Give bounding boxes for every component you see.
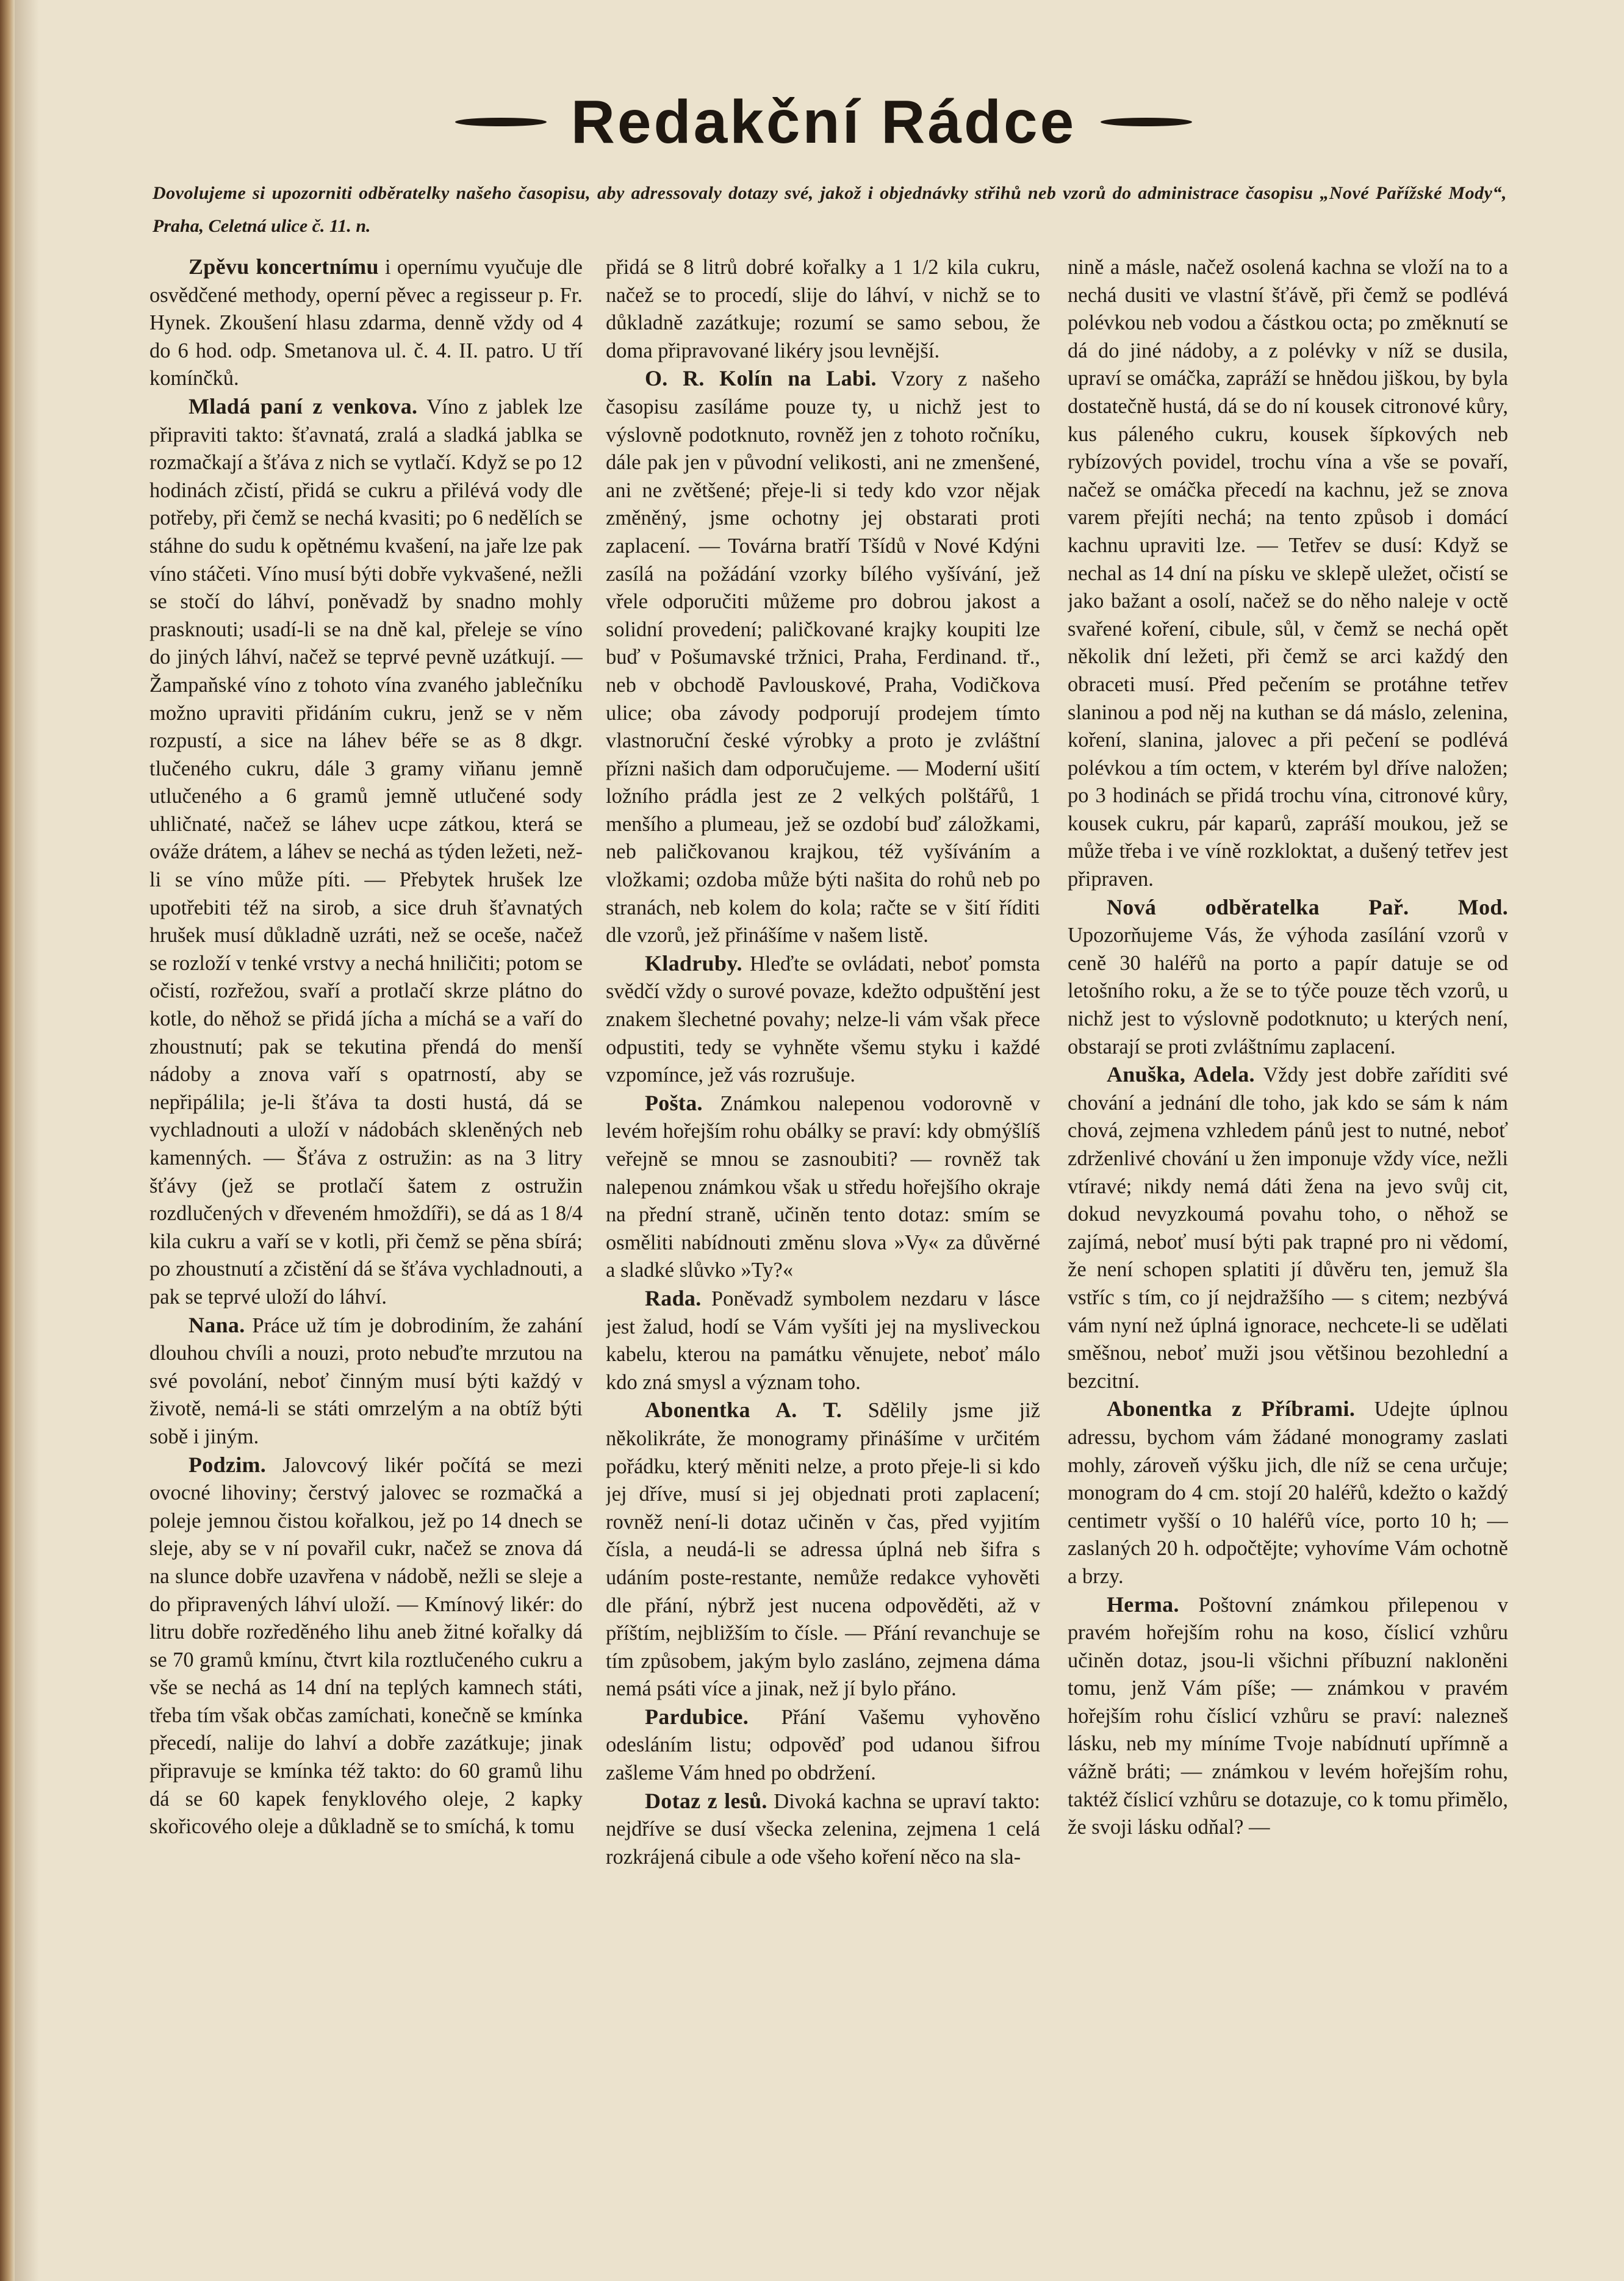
column-entry xyxy=(1068,894,1508,1061)
column-entry xyxy=(606,1703,1040,1787)
entry-text: Práce už tím je dobrodiním, že zahání dlouhou chvíli a nouzi, proto nebuďte mrzutou na své povolání, neboť činným musí býti každý v životě, nemá-li se státi omrzelým a na obtíž býti sobě i jiným. xyxy=(149,1313,583,1448)
entry-heading: Herma. xyxy=(1107,1592,1179,1617)
column-entry xyxy=(606,1285,1040,1396)
entry-text: Divoká kachna se upraví takto: nejdříve se dusí všecka zelenina, zejmena 1 celá rozkrájená cibule a ode všeho koření něco na sla- xyxy=(606,1789,1040,1869)
column-entry xyxy=(149,253,583,393)
column-entry xyxy=(606,1787,1040,1872)
column-entry xyxy=(149,393,583,1312)
column-entry xyxy=(1068,253,1508,894)
entry-text: i opernímu vyučuje dle osvědčené methody, operní pěvec a regisseur p. Fr. Hynek. Zkoušení hlasu zdarma, denně vždy od 4 do 6 hod. odp. Smetanova ul. č. 4. II. patro. U tří komínčků. xyxy=(149,256,583,390)
page-edge-shadow xyxy=(15,0,39,2281)
entry-heading: Nana. xyxy=(189,1312,245,1337)
text-column-1 xyxy=(149,253,583,2248)
column-entry xyxy=(606,365,1040,949)
entry-heading: Podzim. xyxy=(189,1452,267,1477)
entry-text: Sdělily jsme již několikráte, že monogramy přinášíme v určitém pořádku, který měniti nelze, a proto přeje-li si kdo jej dříve, musí si jej objednati proti zaplacení; rovněž není-li dotaz učiněn v čas, před vyjitím čísla, a neudá-li se adressa úplná neb šifra s udáním poste-restante, nemůže redakce vyhověti dle přání, nýbrž jest nucena odpověděti, až v příštím, nejbližším to čísle. — Přání revanchuje se tím způsobem, jakým bylo zasláno, zejmena dáma nemá psáti více a jinak, než jí bylo přáno. xyxy=(606,1399,1040,1701)
column-entry xyxy=(149,1312,583,1451)
column-entry xyxy=(606,1396,1040,1703)
header-rule-left xyxy=(455,118,547,126)
page-title: Redakční Rádce xyxy=(570,88,1077,156)
column-entry xyxy=(606,950,1040,1090)
page-header xyxy=(415,88,1232,156)
entry-heading: Abonentka z Příbrami. xyxy=(1107,1396,1356,1421)
entry-text: Jalovcový likér počítá se mezi ovocné lihoviny; čerstvý jalovec se rozmačká a poleje jemnou čistou kořalkou, jež po 14 dnech se sleje, aby se v ní povařil cukr, načež se znova dá na slunce dobře uzavřena v nádobě, nežli se sleje a do připravených láhví uloží. — Kmínový likér: do litru dobře rozředěného lihu aneb žitné kořalky dá se 70 gramů kmínu, čtvrt kila roztlučeného cukru a vše se nechá as 14 dní na teplých kamnech státi, třeba tím však občas zamíchati, konečně se kmínka přecedí, nalije do lahví a dobře zazátkuje; jinak připravuje se kmínka též takto: do 60 gramů lihu dá se 60 kapek fenyklového oleje, 2 kapky skořicového oleje a důkladně se to smíchá, k tomu xyxy=(149,1453,583,1839)
entry-text: Víno z jablek lze připraviti takto: šťavnatá, zralá a sladká jablka se rozmačkají a šťáva z nich se vytlačí. Když se po 12 hodinách zčistí, přidá se cukru a přilévá vody dle potřeby, při čemž se nechá kvasiti; po 6 nedělích se stáhne do sudu k opětnému kvašení, na jaře lze pak víno stáčeti. Víno musí býti dobře vykvašené, nežli se stočí do láhví, poněvadž by snadno mohly prasknouti; usadí-li se na dně kal, přeleje se víno do jiných láhví, načež se teprvé pevně uzátkují. — Žampaňské víno z tohoto vína zvaného jablečníku možno upraviti přidáním cukru, jenž se v něm rozpustí, a sice na láhev béře se as 8 dkgr. tlučeného cukru, dále 3 gramy viňanu jemně utlučeného a 6 gramů jemně utlučené sody uhličnaté, načež se láhev ucpe zátkou, která se ováže drátem, a láhev se nechá as týden ležeti, než-li se víno může píti. — Přebytek hrušek lze upotřebiti též na sirob, a sice druh šťavnatých hrušek musí důkladně uzráti, než se oceše, načež se rozloží v tenké vrstvy a nechá hniličiti; potom se očistí, rozřežou, svaří a protlačí skrze plátno do kotle, do něhož se přidá jícha a míchá se a vaří do zhoustnutí; pak se tekutina přendá do menší nádoby a znova vaří s opatrností, aby se nepřipálila; je-li šťáva ta dosti hustá, dá se vychladnouti a uloží v nádobách skleněných neb kamenných. — Šťáva z ostružin: as na 3 litry šťávy (jež se protlačí šatem z ostružin rozdlučených v dřeveném hmoždíři), se dá as 1 8/4 kila cukru a vaří se v kotli, při čemž se pěna sbírá; po zhoustnutí a zčistění dá se šťáva vychladnouti, a pak se teprvé uloží do láhví. xyxy=(149,395,583,1309)
entry-heading: O. R. Kolín na Labi. xyxy=(645,366,877,391)
entry-text: Vždy jest dobře zaříditi své chování a jednání dle toho, jak kdo se sám k nám chová, zejmena vzhledem pánů jest to nutné, neboť zdrženlivé chování u žen imponuje vždy více, nežli vtíravé; nikdy nemá dáti žena na jevo svůj cit, dokud nevyzkoumá povahu toho, o něhož se zajímá, neboť musí býti pak trapné pro ni vědomí, že není schopen splatiti jí důvěru ten, jemuž šla vstříc s tím, co jí nejdražšího — s citem; nezbývá vám nyní než úplná ignorace, nechcete-li se udělati směšnou, neboť muži jsou většinou bezohlední a bezcitní. xyxy=(1068,1063,1508,1393)
entry-heading: Zpěvu koncertnímu xyxy=(189,254,379,279)
entry-text: Udejte úplnou adressu, bychom vám žádané monogramy zaslati mohly, zároveň výšku jich, dle níž se cena určuje; monogram do 4 cm. stojí 20 haléřů, kdežto o každý centimetr vyšší o 10 haléřů více, porto 10 h; — zaslaných 20 h. odpočtějte; vyhovíme Vám ochotně a brzy. xyxy=(1068,1398,1508,1588)
entry-text: Upozorňujeme Vás, že výhoda zasílání vzorů v ceně 30 haléřů na porto a papír datuje se od letošního roku, a že se to týče pouze těch vzorů, u nichž jest to výslovně podotknuto; u kterých není, obstarají se proti zvláštnímu zaplacení. xyxy=(1068,924,1508,1058)
entry-heading: Anuška, Adela. xyxy=(1107,1062,1255,1087)
text-column-3 xyxy=(1068,253,1508,2248)
column-entry xyxy=(606,1090,1040,1285)
entry-text: Vzory z našeho časopisu zasíláme pouze ty, u nichž jest to výslovně podotknuto, rovněž jen z tohoto ročníku, dále pak jen v původní velikosti, ani ne zmenšené, ani ne zvětšené; přeje-li si tedy kdo vzor nějak změněný, jsme ochotny jej obstarati proti zaplacení. — Továrna bratří Tšídů v Nové Kdýni zasílá na požádání vzorky bílého vyšívání, jež vřele odporučiti můžeme pro dobrou jakost a solidní provedení; paličkované krajky koupiti lze buď v Pošumavské tržnici, Praha, Ferdinand. tř., neb v obchodě Pavlouskové, Praha, Vodičkova ulice; oba závody podporují prodejem tímto vlastnoruční české výrobky a proto je zvláštní přízni našich dam odporučujeme. — Moderní ušití ložního prádla jest ze 2 velkých polštářů, 1 menšího a plumeau, jež se ozdobí buď záložkami, neb paličkovanou krajkou, též vyšíváním a vložkami; ozdoba může býti našita do rohů neb po stranách, neb kolem do kola; račte se v šití říditi dle vzorů, jež přinášíme v našem listě. xyxy=(606,367,1040,947)
entry-heading: Nová odběratelka Pař. Mod. xyxy=(1107,894,1508,919)
entry-heading: Dotaz z lesů. xyxy=(645,1788,767,1813)
header-rule-right xyxy=(1101,118,1192,126)
entry-text: nině a másle, načež osolená kachna se vloží na to a nechá dusiti ve vlastní šťávě, při čemž se podlévá polévkou neb vodou a částkou octa; po změknutí se dá do jiné nádoby, a z polévky v níž se dusila, upraví se omáčka, zapráží se hnědou jiškou, by byla dostatečně hustá, dá se do ní kousek citronové kůry, kus páleného cukru, kousek šípkových neb rybízových povidel, trochu vína a vše se povaří, načež se omáčka přecedí na kachnu, jež se znova varem přejíti nechá; na tento způsob i domácí kachnu upraviti lze. — Tetřev se dusí: Když se nechal as 14 dní na písku ve sklepě uležet, očistí se jako bažant a osolí, načež se do něho naleje v octě svařené koření, cibule, sůl, v čemž se nechá opět několik dní ležeti, při čemž se arci každý den obraceti musí. Před pečením se protáhne tetřev slaninou a pod něj na kuthan se dá máslo, zelenina, koření, slanina, jalovec a při pečení se podlévá polévkou a tím octem, v kterém byl dříve naložen; po 3 hodinách se přidá trochu vína, citronové kůry, kousek cukru, pár kaparů, zapráší moukou, jež se může třeba i ve víně rozkloktat, a dušený tetřev jest připraven. xyxy=(1068,256,1508,891)
entry-text: Známkou nalepenou vodorovně v levém hořejším rohu obálky se praví: kdy obmýšlíš veřejně se mnou se zasnoubiti? — rovněž tak nalepenou známkou však u středu hořejšího okraje na přední straně, učiněn tento dotaz: smím se osměliti nabídnouti změnu slova »Vy« za důvěrné a sladké slůvko »Ty?« xyxy=(606,1091,1040,1282)
column-entry xyxy=(149,1451,583,1841)
page-binding-edge xyxy=(0,0,15,2281)
entry-text: Přání Vašemu vyhověno odesláním listu; odpověď pod udanou šifrou zašleme Vám hned po obdržení. xyxy=(606,1705,1040,1785)
text-column-2 xyxy=(606,253,1040,2248)
column-entry xyxy=(1068,1591,1508,1842)
column-entry xyxy=(1068,1061,1508,1395)
entry-heading: Kladruby. xyxy=(645,950,742,975)
column-entry xyxy=(606,253,1040,365)
entry-heading: Pošta. xyxy=(645,1090,703,1115)
column-entry xyxy=(1068,1395,1508,1590)
entry-heading: Pardubice. xyxy=(645,1704,749,1729)
entry-heading: Abonentka A. T. xyxy=(645,1398,843,1423)
entry-text: Hleďte se ovládati, neboť pomsta svědčí vždy o surové povaze, kdežto odpuštění jest znakem šlechetné povahy; nelze-li vám však přece odpustiti, tedy se vyhněte všemu styku i každé vzpomínce, jež vás rozrušuje. xyxy=(606,952,1040,1087)
entry-heading: Rada. xyxy=(645,1285,702,1310)
entry-text: Poštovní známkou přilepenou v pravém hořejším rohu na koso, číslicí vzhůru učiněn dotaz, jsou-li všichni příbuzní nakloněni tomu, jenž Vám píše; — známkou v pravém hořejším rohu číslicí vzhůru se praví: nalezneš lásku, neb my míníme Tvoje nabídnutí upřímně a vážně bráti; — známkou v levém hořejším rohu, taktéž číslicí vzhůru se dotazuje, co k tomu přimělo, že svoji lásku odňal? — xyxy=(1068,1593,1508,1839)
entry-text: Poněvadž symbolem nezdaru v lásce jest žalud, hodí se Vám vyšíti jej na mysliveckou kabelu, kterou na památku věnujete, neboť málo kdo zná smysl a význam toho. xyxy=(606,1287,1040,1394)
entry-text: přidá se 8 litrů dobré kořalky a 1 1/2 kila cukru, načež se to procedí, slije do láhví, v nichž se to důkladně zazátkuje; rozumí se samo sebou, že doma připravované likéry jsou levnější. xyxy=(606,256,1040,362)
entry-heading: Mladá paní z venkova. xyxy=(189,393,418,418)
editorial-notice: Dovolujeme si upozorniti odběratelky našeho časopisu, aby adressovaly dotazy své, jakož i objednávky střihů neb vzorů do administrace časopisu „Nové Pařížské Mody“, Praha, Celetná ulice č. 11. n. xyxy=(153,183,1507,236)
